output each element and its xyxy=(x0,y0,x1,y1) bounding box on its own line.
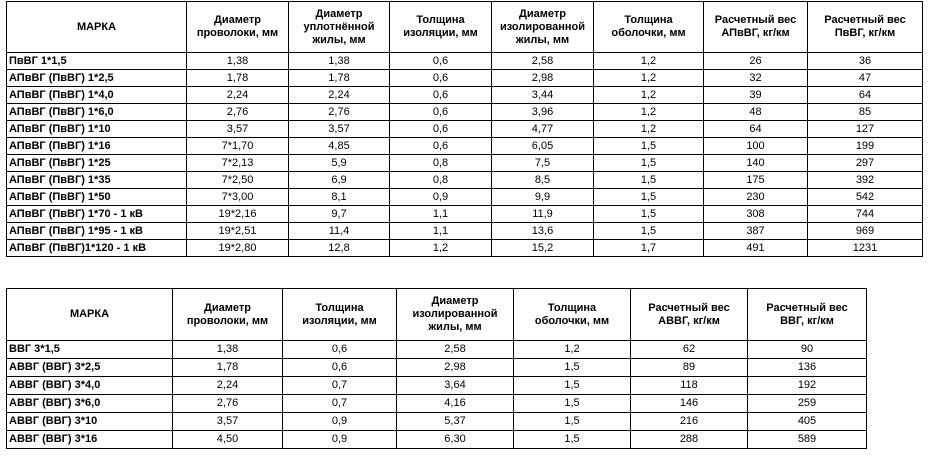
table-cell: 2,58 xyxy=(397,341,514,359)
table-cell: 15,2 xyxy=(492,240,594,257)
table-cell: 1,5 xyxy=(594,172,704,189)
table-cell: 100 xyxy=(704,138,808,155)
table-cell: 2,76 xyxy=(187,104,289,121)
table-cell: 127 xyxy=(808,121,923,138)
table-row xyxy=(7,377,867,395)
table-cell: 1,38 xyxy=(173,341,283,359)
table-cell: 2,58 xyxy=(492,53,594,70)
cell-mark: АПвВГ (ПвВГ) 1*35 xyxy=(7,172,187,189)
table-cell: 47 xyxy=(808,70,923,87)
cell-mark: ВВГ 3*1,5 xyxy=(7,341,173,359)
cell-mark: АВВГ (ВВГ) 3*6,0 xyxy=(7,395,173,413)
table-cell: 259 xyxy=(748,395,867,413)
table-cell: 7,5 xyxy=(492,155,594,172)
cell-mark: АПвВГ (ПвВГ) 1*16 xyxy=(7,138,187,155)
table-cell: 2,24 xyxy=(173,377,283,395)
table-cell: 1,5 xyxy=(514,413,631,431)
table-cell: 969 xyxy=(808,223,923,240)
table-cell: 1,2 xyxy=(594,104,704,121)
table-body xyxy=(7,341,867,449)
header-insulation-thickness: Толщина изоляции, мм xyxy=(390,2,492,53)
header-mark: МАРКА xyxy=(7,289,173,341)
table-cell: 64 xyxy=(808,87,923,104)
table-cell: 85 xyxy=(808,104,923,121)
cell-mark: АПвВГ (ПвВГ) 1*50 xyxy=(7,189,187,206)
table-cell: 1,5 xyxy=(514,431,631,449)
table-cell: 1,5 xyxy=(594,206,704,223)
table-row xyxy=(7,395,867,413)
table-cell: 36 xyxy=(808,53,923,70)
table-cell: 0,6 xyxy=(390,53,492,70)
cell-mark: АПвВГ (ПвВГ) 1*25 xyxy=(7,155,187,172)
table-cell: 1,5 xyxy=(594,223,704,240)
table-cell: 1,1 xyxy=(390,223,492,240)
table-cell: 2,76 xyxy=(289,104,390,121)
table-row xyxy=(7,206,923,223)
table-header-row xyxy=(7,289,867,341)
table-cell: 146 xyxy=(631,395,748,413)
table-cell: 387 xyxy=(704,223,808,240)
table-cell: 0,9 xyxy=(390,189,492,206)
table-cell: 216 xyxy=(631,413,748,431)
table-cell: 744 xyxy=(808,206,923,223)
table-cell: 1,5 xyxy=(514,359,631,377)
table-row xyxy=(7,70,923,87)
table-cell: 230 xyxy=(704,189,808,206)
header-weight-pvvg: Расчетный вес ПвВГ, кг/км xyxy=(808,2,923,53)
table-cell: 1,5 xyxy=(514,395,631,413)
table-cell: 118 xyxy=(631,377,748,395)
table-cell: 199 xyxy=(808,138,923,155)
header-mark: МАРКА xyxy=(7,2,187,53)
cell-mark: АПвВГ (ПвВГ)1*120 - 1 кВ xyxy=(7,240,187,257)
table-cell: 3,96 xyxy=(492,104,594,121)
table-cell: 48 xyxy=(704,104,808,121)
table-cell: 0,7 xyxy=(283,395,397,413)
table-cell: 9,9 xyxy=(492,189,594,206)
table-cell: 288 xyxy=(631,431,748,449)
table-cell: 7*2,50 xyxy=(187,172,289,189)
table-row xyxy=(7,223,923,240)
table-cell: 1,2 xyxy=(514,341,631,359)
table-cell: 297 xyxy=(808,155,923,172)
table-row xyxy=(7,189,923,206)
table-cell: 0,6 xyxy=(283,359,397,377)
table-row xyxy=(7,240,923,257)
table-row xyxy=(7,172,923,189)
table-cell: 64 xyxy=(704,121,808,138)
cable-specs-table-vvg xyxy=(6,288,867,449)
table-row xyxy=(7,53,923,70)
table-cell: 1,38 xyxy=(187,53,289,70)
table-cell: 6,05 xyxy=(492,138,594,155)
table-cell: 308 xyxy=(704,206,808,223)
table-row xyxy=(7,155,923,172)
cell-mark: АПвВГ (ПвВГ) 1*70 - 1 кВ xyxy=(7,206,187,223)
table-cell: 11,4 xyxy=(289,223,390,240)
table-cell: 19*2,80 xyxy=(187,240,289,257)
header-wire-diameter: Диаметр проволоки, мм xyxy=(187,2,289,53)
table-cell: 0,6 xyxy=(390,138,492,155)
table-cell: 4,16 xyxy=(397,395,514,413)
table-cell: 32 xyxy=(704,70,808,87)
table-cell: 90 xyxy=(748,341,867,359)
table-cell: 62 xyxy=(631,341,748,359)
table-cell: 2,98 xyxy=(397,359,514,377)
table-header-row xyxy=(7,2,923,53)
table-cell: 0,7 xyxy=(283,377,397,395)
table-cell: 140 xyxy=(704,155,808,172)
table-cell: 26 xyxy=(704,53,808,70)
cell-mark: АПвВГ (ПвВГ) 1*95 - 1 кВ xyxy=(7,223,187,240)
table-cell: 1,38 xyxy=(289,53,390,70)
table-cell: 8,5 xyxy=(492,172,594,189)
table-cell: 0,6 xyxy=(390,121,492,138)
table-cell: 2,24 xyxy=(289,87,390,104)
table-cell: 0,9 xyxy=(283,431,397,449)
table-cell: 0,8 xyxy=(390,155,492,172)
table-row xyxy=(7,413,867,431)
header-insulated-core-diameter: Диаметр изолированной жилы, мм xyxy=(492,2,594,53)
cell-mark: ПвВГ 1*1,5 xyxy=(7,53,187,70)
table-cell: 3,57 xyxy=(289,121,390,138)
table-cell: 9,7 xyxy=(289,206,390,223)
table-cell: 4,77 xyxy=(492,121,594,138)
table-cell: 2,98 xyxy=(492,70,594,87)
table-cell: 1,2 xyxy=(390,240,492,257)
table-row xyxy=(7,121,923,138)
table-cell: 0,6 xyxy=(283,341,397,359)
table-cell: 5,37 xyxy=(397,413,514,431)
header-insulation-thickness: Толщина изоляции, мм xyxy=(283,289,397,341)
header-wire-diameter: Диаметр проволоки, мм xyxy=(173,289,283,341)
table-cell: 5,9 xyxy=(289,155,390,172)
table-cell: 589 xyxy=(748,431,867,449)
table-cell: 0,8 xyxy=(390,172,492,189)
table-cell: 175 xyxy=(704,172,808,189)
table-cell: 1,2 xyxy=(594,53,704,70)
cell-mark: АПвВГ (ПвВГ) 1*10 xyxy=(7,121,187,138)
table-cell: 0,6 xyxy=(390,87,492,104)
table-cell: 1,2 xyxy=(594,70,704,87)
table-cell: 192 xyxy=(748,377,867,395)
table-cell: 1,5 xyxy=(594,189,704,206)
table-cell: 136 xyxy=(748,359,867,377)
cell-mark: АПвВГ (ПвВГ) 1*2,5 xyxy=(7,70,187,87)
cell-mark: АПвВГ (ПвВГ) 1*4,0 xyxy=(7,87,187,104)
header-weight-avvg: Расчетный вес АВВГ, кг/км xyxy=(631,289,748,341)
table-cell: 19*2,51 xyxy=(187,223,289,240)
table-cell: 6,30 xyxy=(397,431,514,449)
table-cell: 1,5 xyxy=(594,138,704,155)
table-cell: 11,9 xyxy=(492,206,594,223)
table-cell: 3,64 xyxy=(397,377,514,395)
table-cell: 13,6 xyxy=(492,223,594,240)
header-sheath-thickness: Толщина оболочки, мм xyxy=(514,289,631,341)
table-row xyxy=(7,138,923,155)
table-cell: 1,78 xyxy=(187,70,289,87)
header-insulated-core-diameter: Диаметр изолированной жилы, мм xyxy=(397,289,514,341)
cell-mark: АВВГ (ВВГ) 3*4,0 xyxy=(7,377,173,395)
header-weight-vvg: Расчетный вес ВВГ, кг/км xyxy=(748,289,867,341)
table-cell: 39 xyxy=(704,87,808,104)
header-compacted-core-diameter: Диаметр уплотнённой жилы, мм xyxy=(289,2,390,53)
table-cell: 12,8 xyxy=(289,240,390,257)
header-weight-apvvg: Расчетный вес АПвВГ, кг/км xyxy=(704,2,808,53)
table-cell: 3,57 xyxy=(187,121,289,138)
table-cell: 3,57 xyxy=(173,413,283,431)
table-cell: 8,1 xyxy=(289,189,390,206)
table-cell: 1,78 xyxy=(173,359,283,377)
table-cell: 0,9 xyxy=(283,413,397,431)
table-cell: 1,1 xyxy=(390,206,492,223)
table-cell: 7*3,00 xyxy=(187,189,289,206)
table-body xyxy=(7,53,923,257)
table-cell: 491 xyxy=(704,240,808,257)
table-cell: 6,9 xyxy=(289,172,390,189)
table-cell: 4,85 xyxy=(289,138,390,155)
table-cell: 0,6 xyxy=(390,70,492,87)
table-row xyxy=(7,104,923,121)
table-cell: 1,78 xyxy=(289,70,390,87)
table-cell: 1,2 xyxy=(594,121,704,138)
cell-mark: АВВГ (ВВГ) 3*10 xyxy=(7,413,173,431)
table-cell: 1231 xyxy=(808,240,923,257)
header-sheath-thickness: Толщина оболочки, мм xyxy=(594,2,704,53)
cell-mark: АВВГ (ВВГ) 3*2,5 xyxy=(7,359,173,377)
table-row xyxy=(7,87,923,104)
table-cell: 7*1,70 xyxy=(187,138,289,155)
cell-mark: АВВГ (ВВГ) 3*16 xyxy=(7,431,173,449)
table-row xyxy=(7,341,867,359)
cable-specs-table-pvvg xyxy=(6,1,923,257)
table-cell: 2,24 xyxy=(187,87,289,104)
table-cell: 405 xyxy=(748,413,867,431)
table-cell: 3,44 xyxy=(492,87,594,104)
table-row xyxy=(7,359,867,377)
table-cell: 4,50 xyxy=(173,431,283,449)
table-cell: 1,5 xyxy=(514,377,631,395)
table-cell: 89 xyxy=(631,359,748,377)
table-cell: 19*2,16 xyxy=(187,206,289,223)
table-cell: 392 xyxy=(808,172,923,189)
table-cell: 1,5 xyxy=(594,155,704,172)
table-cell: 1,2 xyxy=(594,87,704,104)
table-cell: 1,7 xyxy=(594,240,704,257)
table-row xyxy=(7,431,867,449)
cell-mark: АПвВГ (ПвВГ) 1*6,0 xyxy=(7,104,187,121)
table-cell: 0,6 xyxy=(390,104,492,121)
table-cell: 7*2,13 xyxy=(187,155,289,172)
table-cell: 2,76 xyxy=(173,395,283,413)
table-cell: 542 xyxy=(808,189,923,206)
